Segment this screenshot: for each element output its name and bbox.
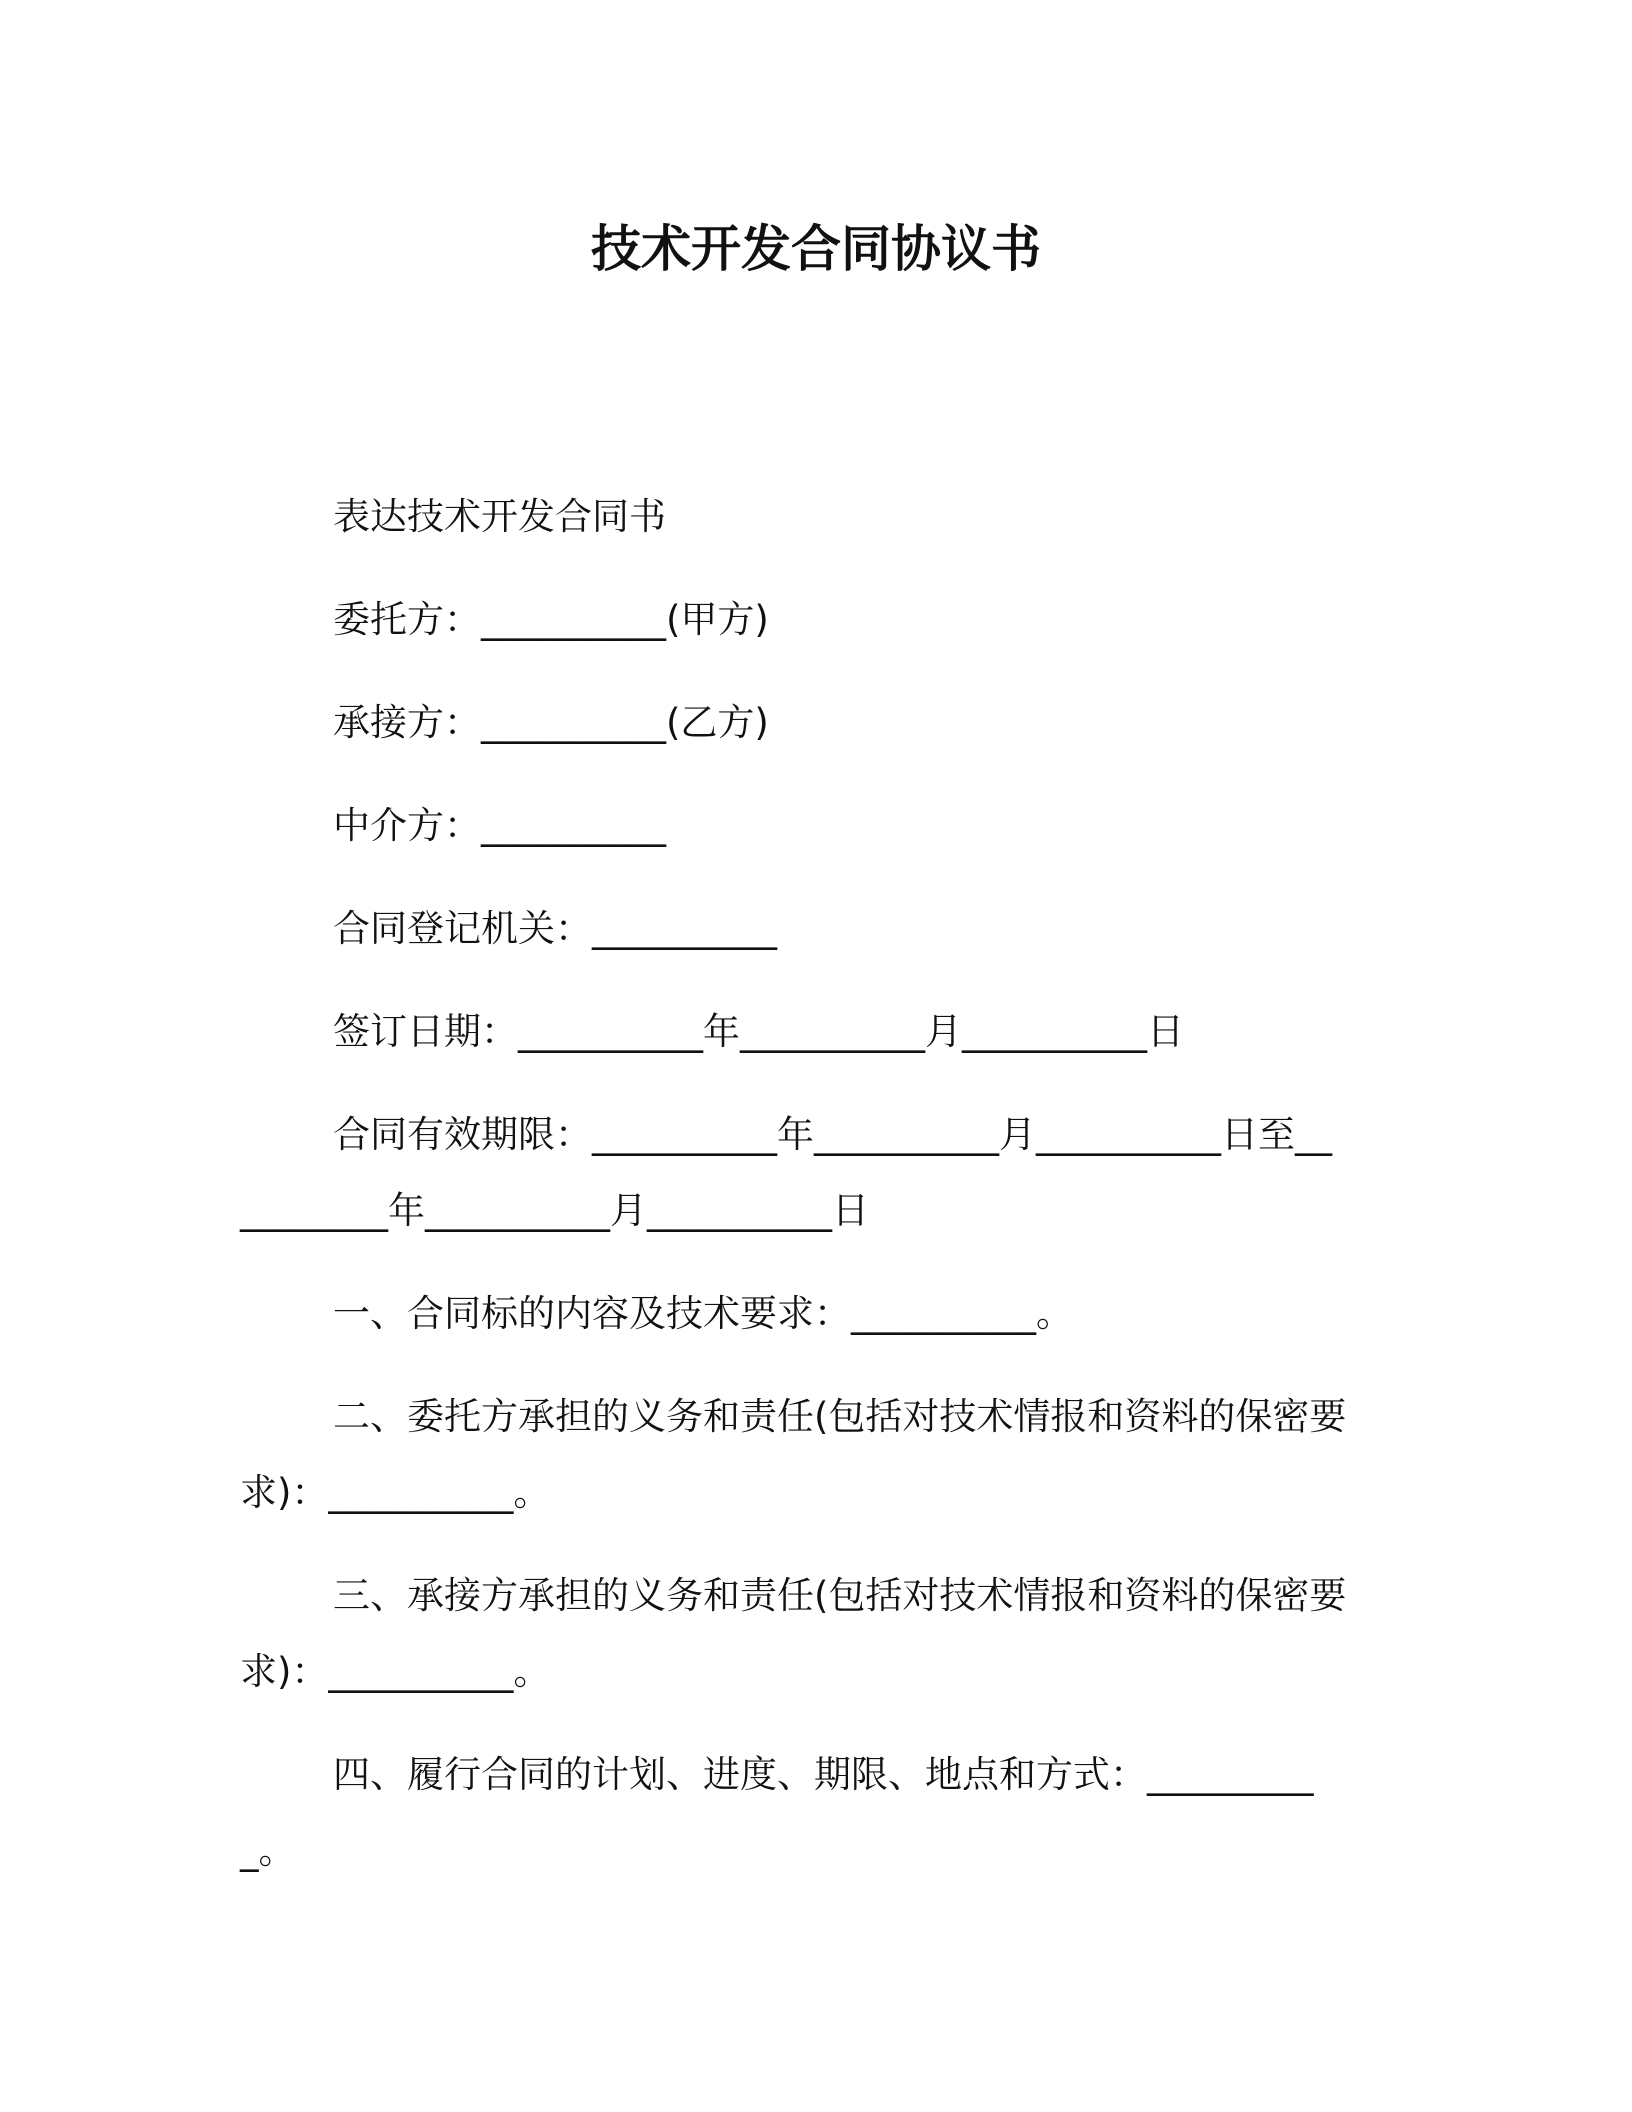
- client-party-field: 委托方：__________(甲方): [333, 598, 769, 641]
- registration-authority-field: 合同登记机关：__________: [333, 907, 777, 950]
- clause-2: 二、委托方承担的义务和责任(包括对技术情报和资料的保密要求)：__________。: [240, 1395, 1347, 1514]
- document-body: [240, 479, 1350, 1916]
- contractor-party-field: 承接方：__________(乙方): [333, 701, 769, 744]
- validity-period-field: 合同有效期限：__________年__________月__________日至__________年__________月__________日: [240, 1113, 1332, 1232]
- clause-4: 四、履行合同的计划、进度、期限、地点和方式：__________。: [240, 1753, 1314, 1872]
- document-title: 技术开发合同协议书: [591, 220, 1041, 278]
- intermediary-field: 中介方：__________: [333, 804, 666, 847]
- subtitle-paragraph: 表达技术开发合同书: [333, 495, 666, 538]
- signing-date-field: 签订日期：__________年__________月__________日: [333, 1010, 1184, 1053]
- clause-3: 三、承接方承担的义务和责任(包括对技术情报和资料的保密要求)：__________。: [240, 1574, 1347, 1693]
- clause-1: 一、合同标的内容及技术要求：__________。: [333, 1292, 1073, 1335]
